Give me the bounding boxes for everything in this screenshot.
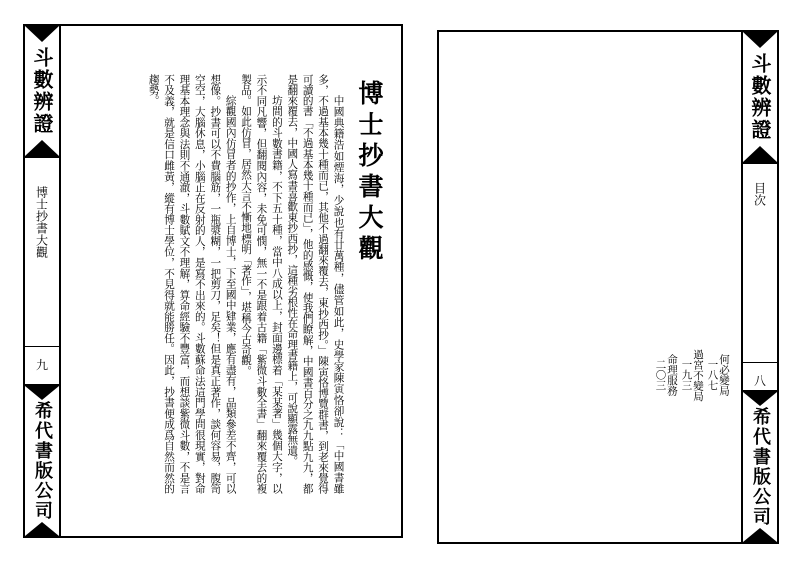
section-label: 目次 [752, 182, 767, 206]
ornament-triangle [743, 392, 777, 406]
publisher-name: 希代書版公司 [750, 407, 771, 527]
divider [743, 362, 777, 363]
ornament-triangle [743, 146, 777, 162]
ornament-triangle [25, 522, 59, 536]
article [84, 74, 384, 494]
right-side-strip [741, 32, 777, 542]
table-of-contents [655, 260, 729, 490]
article-body [84, 74, 346, 494]
page-number-box [25, 356, 59, 380]
publisher-box [25, 384, 59, 536]
toc-entry[interactable] [655, 260, 677, 490]
ornament-triangle [25, 140, 59, 156]
page-number: 九 [35, 358, 48, 372]
left-page [23, 24, 403, 538]
ornament-triangle [743, 32, 777, 48]
ornament-triangle [743, 528, 777, 542]
publisher-name: 希代書版公司 [32, 401, 53, 521]
paragraph: 中國典籍浩如煙海，少說也有廿萬種，儘管如此，史學家陳寅恪卻說：「中國書雖多，不過基本幾十種而已，其他不過翻來覆去，東抄西抄。」陳寅恪博覽群書，到老來覺得可讀的書「不過基本幾十種而已」，他的感慨，使我們瞭解，中國書百分之九九點九九，都是翻來覆去，中國人寫書喜歡東抄西抄，這種劣根性在命理書籍上，可說顯露無遺。 [286, 74, 345, 494]
toc-entry[interactable] [707, 260, 729, 490]
article-headline: 博士抄書大觀 [355, 80, 384, 266]
book-title-box [743, 32, 777, 164]
toc-entry-title: 何必變局 [718, 354, 730, 396]
left-side-strip [25, 26, 61, 536]
toc-entry-title: 命理服務 [666, 354, 678, 396]
section-label-box [25, 186, 59, 336]
toc-entry-page: 二〇三 [654, 359, 667, 391]
book-title: 斗數辨證 [30, 47, 54, 135]
book-title-box [25, 26, 59, 158]
divider [25, 346, 59, 347]
toc-entry-page: 一八七 [706, 359, 719, 391]
page-number: 八 [753, 374, 766, 388]
section-label: 博士抄書大觀 [34, 186, 49, 258]
ornament-triangle [25, 26, 59, 42]
book-title: 斗數辨證 [748, 53, 772, 141]
paragraph: 坊間的斗數書籍，不下五十種，當中八成以上，封面邊標着「某某著」幾個大字，以示不同凡響，但翻閱內容，未免可憫，無一不是跟着古籍「紫微斗數全書」翻來覆去的複製品。如此仿冒，居然大言不慚地標明「著作」，堪稱今古奇觀。 [240, 74, 283, 494]
toc-entry[interactable] [681, 260, 703, 490]
publisher-box [743, 390, 777, 542]
section-label-box [743, 182, 777, 332]
ornament-triangle [25, 386, 59, 400]
paragraph: 綜觀國內仿冒者的抄作，上自博士，下至國中肄業，應有盡有，品類參差不齊，可以想像。抄書可以不費腦筋，一瓶漿糊，一把剪刀，足矣！但是真正著作，談何容易，腹笥空空，大腦休息，小腦正在反射的人，是寫不出來的。斗數蘇命法這門學問很現實，對命理基本理念與法則不通澈，斗數賦文不理解，算命經驗不豐富，而想談紫微斗數，不是言不及義，就是信口雌黃，縱有博士學位，不見得就能勝任。因此，抄書便成爲自然而然的趨勢。 [147, 74, 237, 494]
toc-entry-title: 過宮不變局 [692, 348, 704, 402]
toc-entry-page: 一九三 [680, 359, 693, 391]
right-page [437, 30, 779, 544]
